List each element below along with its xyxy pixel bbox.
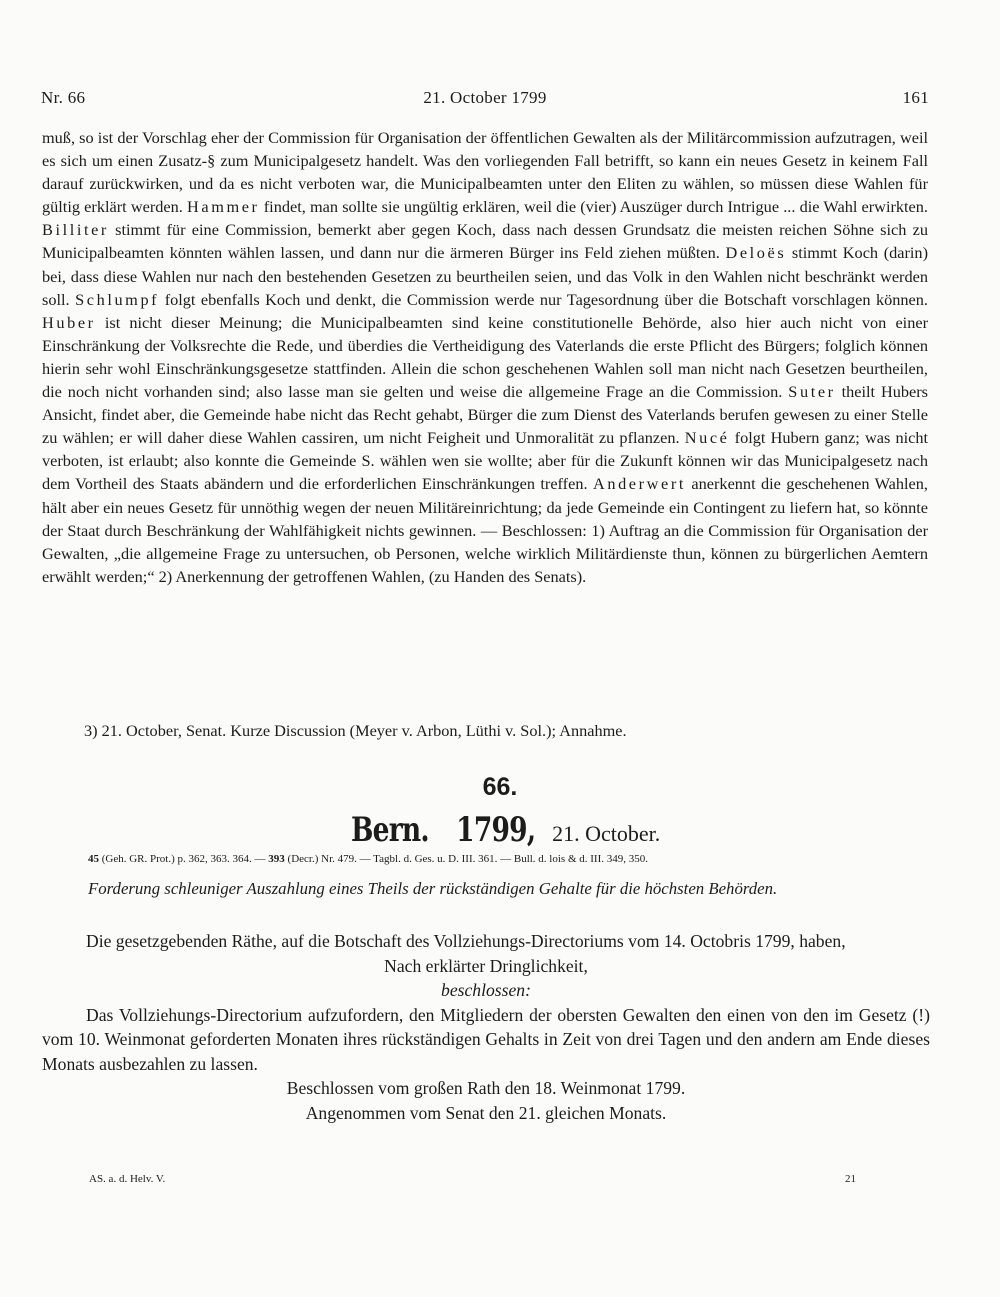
decree-resolved: beschlossen:: [441, 980, 531, 1000]
speaker-text: folgt Hubern ganz; was nicht verboten, ist erlaubt; also konnte die Gemeinde S. wählen wen sie wollte; aber für die Zukunft können wir das Municipalgesetz nach dem Vortheil des Staats abändern und die erforderlichen Einschränkungen treffen.: [42, 428, 929, 494]
decree-intro: Die gesetzgebenden Räthe, auf die Botschaft des Vollziehungs-Directoriums vom 14. Octobris 1799, haben,: [86, 931, 846, 951]
footer-sheet-number: 21: [845, 1173, 856, 1185]
speaker-text: folgt ebenfalls Koch und denkt, die Commission werde nur Tagesordnung über die Botschaft vorschlagen können.: [159, 289, 928, 309]
speaker-name: Deloës: [725, 243, 787, 263]
document-place-date: [0, 810, 1000, 850]
document-heading: Forderung schleuniger Auszahlung eines Theils der rückständigen Gehalte für die höchsten Behörden.: [88, 879, 778, 898]
closing-line: Beschlossen vom großen Rath den 18. Weinmonat 1799.: [286, 1078, 686, 1098]
speaker-text: stimmt Koch (darin) bei, dass diese Wahlen nur nach den bestehenden Gesetzen zu beurtheilen seien, und das Volk in den Wahlen nicht beschränkt werden soll.: [42, 243, 928, 309]
decree-urgency: Nach erklärter Dringlichkeit,: [384, 955, 588, 976]
source-references: [88, 853, 868, 865]
speaker-name: Schlumpf: [75, 289, 160, 309]
document-number: 66.: [482, 773, 518, 801]
senate-item: 3) 21. October, Senat. Kurze Discussion (Meyer v. Arbon, Lüthi v. Sol.); Annahme.: [84, 721, 627, 740]
speaker-text: stimmt für eine Commission, bemerkt aber gegen Koch, dass nach dessen Grundsatz die meisten reichen Söhne sich zu Municipalbeamten könnten wählen lassen, und dann nur die ärmeren Bürger ins Feld ziehen müßten.: [42, 220, 928, 263]
source-text: (Geh. GR. Prot.) p. 362, 363. 364. —: [99, 853, 269, 865]
document-date: 21. October.: [552, 821, 661, 846]
closing-line: Angenommen vom Senat den 21. gleichen Monats.: [305, 1102, 667, 1123]
speaker-name: Nucé: [684, 428, 730, 448]
koch-argument-text: muß, so ist der Vorschlag eher der Commission für Organisation der öffentlichen Gewalten als der Militärcommission aufzutragen, weil es sich um einen Zusatz-§ zum Municipalgesetz handelt. Was den vorliegenden Fall betrifft, so kann ein neues Gesetz in keinem Fall darauf zurückwirken, und da es nicht verboten war, die Municipalbeamten unter den Eliten zu wählen, so müssen diese Wahlen für gültig erklärt werden.: [42, 128, 928, 217]
decree-text: Das Vollziehungs-Directorium aufzufordern, den Mitgliedern der obersten Gewalten den einen von den im Gesetz (!) vom 10. Weinmonat geforderten Monaten ihres rückständigen Gehalts in Zeit von drei Tagen und den andern am Ende dieses Monats ausbezahlen zu lassen.: [42, 1004, 930, 1074]
speaker-text: ist nicht dieser Meinung; die Municipalbeamten sind keine constitutionelle Behörde, also hier auch nicht von einer Einschränkung der Volksrechte die Rede, und überdies die Vertheidigung des Vaterlands die erste Pflicht des Bürgers; folglich können hierin sehr wohl Einschränkungsgesetze stattfinden. Allein die schon geschehenen Wahlen soll man nicht nach Gesetzen beurtheilen, die noch nicht vorhanden sind; also lasse man sie gelten und weise die allgemeine Frage an die Commission.: [42, 312, 928, 402]
speaker-text: findet, man sollte sie ungültig erklären, weil die (vier) Auszüger durch Intrigue ... die Wahl erwirkten.: [259, 197, 928, 217]
footer-signature: AS. a. d. Helv. V.: [89, 1173, 166, 1185]
speaker-name: Anderwert: [592, 474, 686, 494]
source-number: 45: [88, 853, 99, 865]
body-text: [42, 126, 928, 588]
speaker-text: anerkennt die geschehenen Wahlen, hält aber ein neues Gesetz für unnöthig wegen der neuen Militäreinrichtung; da jede Gemeinde ein Contingent zu liefern hat, so könnte der Staat durch Beschränkung der Wahlfähigkeit nichts gewinnen. — Beschlossen: 1) Auftrag an die Commission für Organisation der Gewalten, „die allgemeine Frage zu untersuchen, ob Personen, welche wirklich Militärdienste thun, können zu bürgerlichen Aemtern erwählt werden;“ 2) Anerkennung der getroffenen Wahlen, (zu Handen des Senats).: [42, 474, 928, 586]
speaker-name: Hammer: [187, 197, 260, 217]
document-place: Bern.: [350, 810, 429, 850]
source-number: 393: [268, 853, 285, 865]
source-text: (Decr.) Nr. 479. — Tagbl. d. Ges. u. D. III. 361. — Bull. d. lois & d. III. 349, 350.: [284, 853, 648, 865]
running-head-date: 21. October 1799: [423, 88, 547, 107]
page-number: 161: [902, 88, 929, 107]
speaker-name: Huber: [42, 312, 96, 332]
running-head-number: Nr. 66: [41, 88, 86, 107]
decree: [42, 929, 930, 1125]
document-year: 1799,: [456, 810, 536, 850]
speaker-name: Suter: [788, 382, 836, 402]
speaker-name: Billiter: [42, 220, 109, 240]
protocol-paragraph: [42, 126, 928, 588]
speaker-text: theilt Hubers Ansicht, findet aber, die Gemeinde habe nicht das Recht gehabt, Bürger die zum Dienst des Vaterlands berufen gewesen zu einer Stelle zu wählen; er will daher diese Wahlen cassiren, um nicht Feigheit und Unmoralität zu pflanzen.: [42, 382, 928, 448]
